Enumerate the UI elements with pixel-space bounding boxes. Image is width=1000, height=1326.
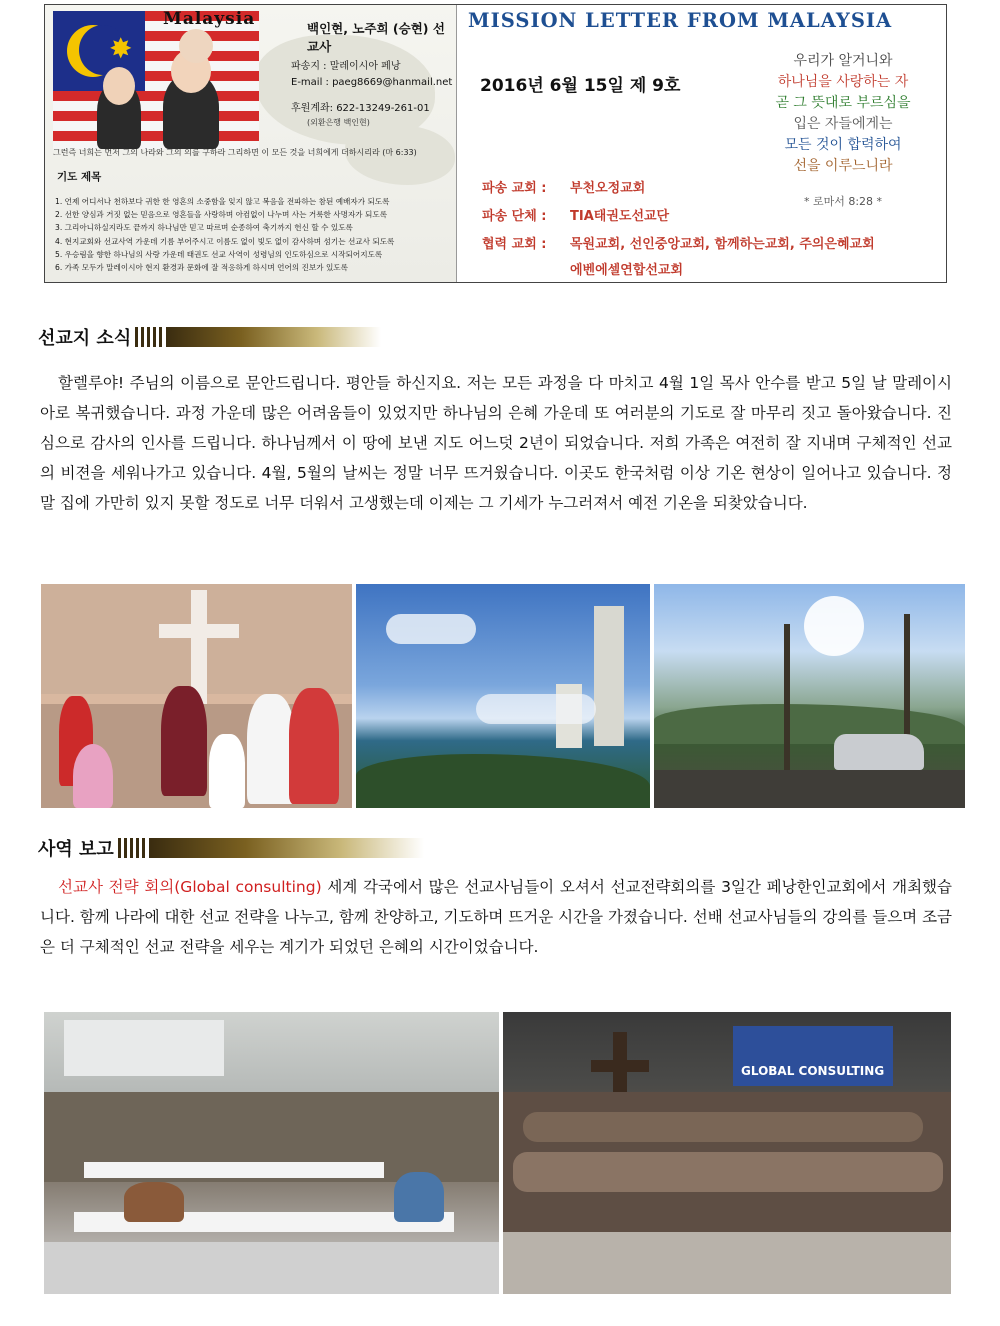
flag-title: Malaysia (163, 11, 256, 29)
report-body: 세계 각국에서 많은 선교사님들이 오셔서 선교전략회의를 3일간 페낭한인교회에서 개최했습니다. 함께 나라에 대한 선교 전략을 나누고, 함께 찬양하고, 기도하며 뜨거운 시간을 가졌습니다. 선배 선교사님들의 강의를 들으며 조금은 더 구체적인 선교 전략을 세우는 계기가 되었던 은혜의 시간이었습니다. (40, 878, 953, 956)
email: E-mail : paeg8669@hanmail.net (291, 77, 453, 88)
heading-gradient-bar (166, 327, 381, 347)
sending-org-value: TIA태권도선교단 (570, 209, 670, 224)
partner-label: 협력 교회 : (482, 237, 547, 252)
section-title: 사역 보고 (38, 839, 114, 860)
prayer-item: 3. 그리아니하실지라도 끝까지 하나님만 믿고 따르며 순종하여 축기까지 헌신 할 수 있도록 (55, 223, 353, 233)
ordination-photo (41, 584, 352, 808)
verse-reference: * 로마서 8:28 * (803, 195, 883, 208)
family-photo (53, 11, 259, 149)
heading-gradient-bar (149, 838, 424, 858)
news-paragraph: 할렐루야! 주님의 이름으로 문안드립니다. 평안들 하신지요. 저는 모든 과정을 다 마치고 4월 1일 목사 안수를 받고 5일 날 말레이시아로 복귀했습니다. 과정 가운데 많은 어려움들이 있었지만 하나님의 은혜 가운데 또 여러분의 기도로 잘 마무리 짓고 돌아왔습니다. 진심으로 감사의 인사를 드립니다. 하나님께서 이 땅에 보낸 지도 어느덧 2년이 되었습니다. 저희 가족은 여전히 잘 지내며 구체적인 선교의 비젼을 세워나가고 있습니다. 4월, 5월의 날씨는 정말 너무 뜨거웠습니다. 이곳도 한국처럼 이상 기온 현상이 일어나고 있습니다. 정말 집에 가만히 있지 못할 정도로 너무 더워서 고생했는데 이제는 그 기세가 누그러져서 예전 기온을 되찾았습니다. (40, 374, 952, 512)
conference-group-photo (503, 1012, 951, 1294)
street-palm-photo (654, 584, 965, 808)
header-verse: 그런즉 너희는 먼저 그의 나라와 그의 의를 구하라 그리하면 이 모든 것을 너희에게 더하시리라 (마 6:33) (53, 148, 417, 157)
sending-org (482, 205, 669, 224)
star-icon: ✸ (109, 32, 133, 65)
partner-churches-value: 목원교회, 선인중앙교회, 함께하는교회, 주의은혜교회 (570, 237, 875, 252)
prayer-item: 5. 우승림을 향한 하나님의 사랑 가운데 태권도 선교 사역이 성령님의 인도하심으로 시작되어지도록 (55, 249, 383, 259)
report-highlight: 선교사 전략 회의(Global consulting) (58, 878, 322, 896)
issue-date: 2016년 6월 15일 제 9호 (480, 76, 681, 96)
letter-header (44, 4, 947, 283)
verse-line: 우리가 알거니와 (793, 53, 893, 69)
prayer-item: 2. 선한 양심과 거짓 없는 믿음으로 영혼들을 사랑하며 아컴없이 나누며 사는 거룩한 사명자가 되도록 (55, 210, 388, 220)
report-paragraph (40, 872, 952, 962)
prayer-title: 기도 제목 (57, 171, 102, 183)
letter-title-panel (458, 5, 946, 282)
conference-seminar-photo (44, 1012, 499, 1294)
donation-account: 후원계좌: 622-13249-261-01 (291, 103, 430, 114)
verse-line: 입은 자들에게는 (793, 116, 893, 132)
heading-bars (135, 327, 162, 347)
partner-churches-2: 에벤에셀연합선교회 (570, 263, 684, 278)
prayer-item: 1. 언제 어디서나 천하보다 귀한 한 영혼의 소중함을 잊지 않고 복음을 전파하는 참된 예배자가 되도록 (55, 197, 390, 206)
verse-line: 하나님을 사랑하는 자 (777, 74, 909, 90)
verse-line: 곧 그 뜻대로 부르심을 (775, 95, 911, 111)
section-title: 선교지 소식 (38, 328, 132, 349)
global-consulting-banner: GLOBAL CONSULTING (741, 1064, 885, 1078)
sending-org-label: 파송 단체 : (482, 209, 547, 224)
account-holder: (외환은행 백인현) (307, 118, 370, 127)
prayer-list (55, 195, 451, 274)
sending-church (482, 177, 645, 196)
heading-bars (118, 838, 145, 858)
verse-line: 선을 이루느니라 (793, 158, 893, 174)
sending-church-value: 부천오정교회 (570, 181, 646, 196)
missionary-name: 백인현, 노주희 (승현) 선교사 (307, 21, 445, 54)
prayer-item: 4. 현지교회와 선교사역 가운데 기름 부어주시고 이름도 없이 빛도 없이 감사하며 섬기는 선교사 되도록 (55, 236, 395, 246)
section-heading-report (38, 833, 424, 863)
prayer-item: 6. 가족 모두가 말레이시아 현지 환경과 문화에 잘 적응하게 하시며 언어의 진보가 있도록 (55, 263, 348, 273)
romans-verse (748, 51, 938, 177)
sending-church-label: 파송 교회 : (482, 181, 547, 196)
mission-letter-title: MISSION LETTER FROM MALAYSIA (468, 9, 893, 32)
partner-churches (482, 233, 875, 252)
section-heading-news (38, 322, 381, 352)
missionary-info-panel (45, 5, 457, 282)
penang-seaview-photo (356, 584, 650, 808)
mission-field: 파송지 : 말레이시아 페낭 (291, 61, 401, 72)
verse-line: 모든 것이 합력하여 (784, 137, 902, 153)
